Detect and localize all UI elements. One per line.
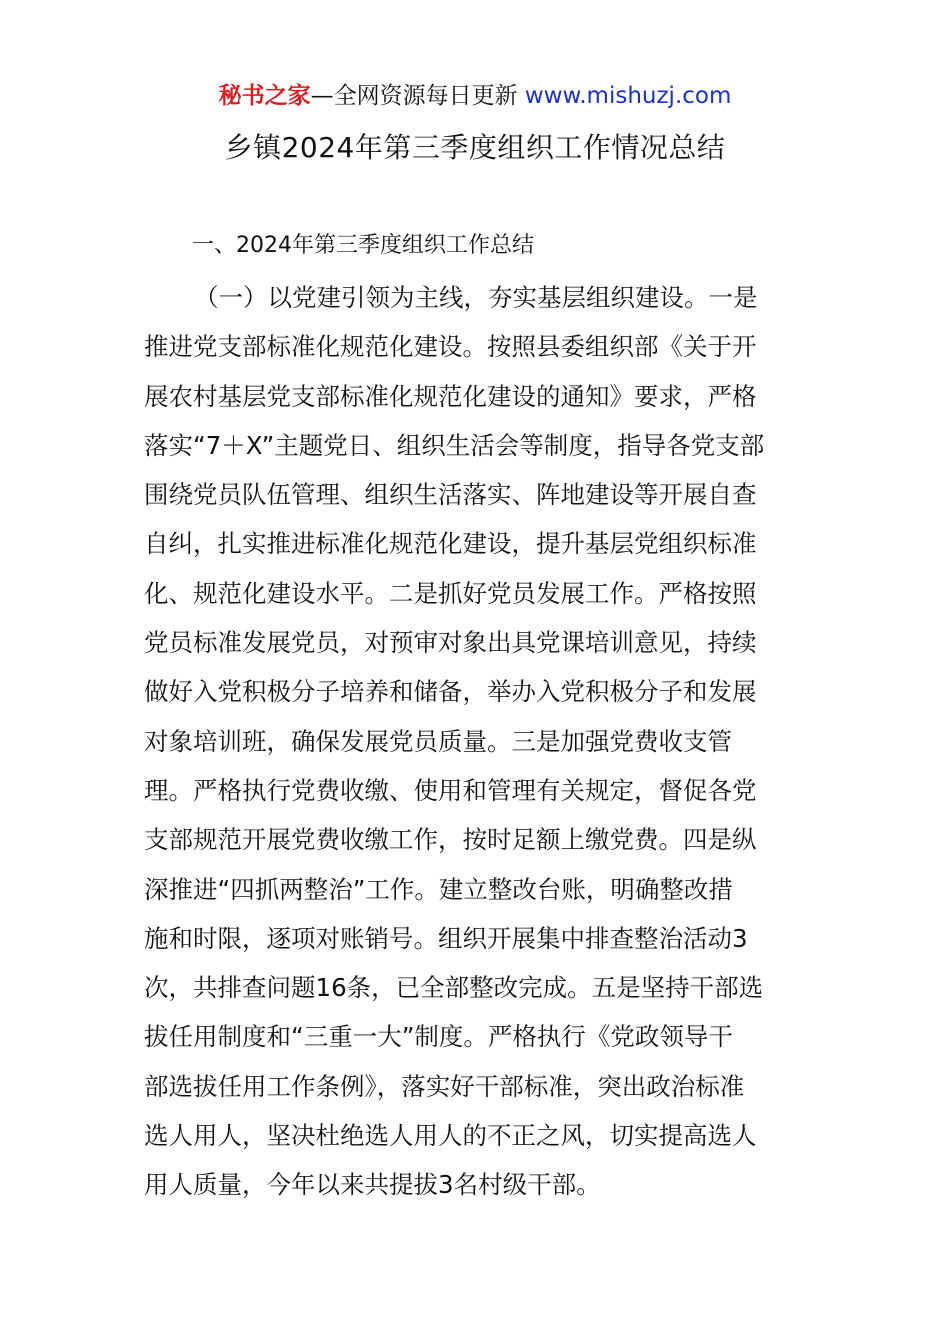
document-title: 乡镇2024年第三季度组织工作情况总结 [224,131,726,164]
paragraph-line: 用人质量，今年以来共提拔3名村级干部。 [144,1170,601,1200]
paragraph-line: 理。严格执行党费收缴、使用和管理有关规定，督促各党 [144,775,757,805]
brand-name: 秘书之家 [218,83,311,109]
site-url-link[interactable]: www.mishuzj.com [524,83,732,109]
paragraph-line: 党员标准发展党员，对预审对象出具党课培训意见，持续 [144,628,757,658]
paragraph-line: （一）以党建引领为主线，夯实基层组织建设。一是 [194,283,758,312]
paragraph-line: 落实“7＋X”主题党日、组织生活会等制度，指导各党支部 [144,430,765,460]
section-heading: 一、2024年第三季度组织工作总结 [192,233,534,258]
paragraph-line: 部选拔任用工作条例》，落实好干部标准，突出政治标准 [144,1071,745,1101]
paragraph-line: 对象培训班，确保发展党员质量。三是加强党费收支管 [144,726,732,756]
paragraph-line: 支部规范开展党费收缴工作，按时足额上缴党费。四是纵 [144,825,757,855]
paragraph-line: 施和时限，逐项对账销号。组织开展集中排查整治活动3 [144,923,748,953]
paragraph-line: 围绕党员队伍管理、组织生活落实、阵地建设等开展自查 [144,480,757,510]
paragraph-line: 深推进“四抓两整治”工作。建立整改台账，明确整改措 [144,874,733,904]
paragraph-line: 化、规范化建设水平。二是抓好党员发展工作。严格按照 [144,578,757,608]
paragraph-line: 自纠，扎实推进标准化规范化建设，提升基层党组织标准 [144,529,757,559]
site-header [0,80,950,112]
paragraph-line: 拔任用制度和“三重一大”制度。严格执行《党政领导干 [144,1022,733,1052]
paragraph-line: 做好入党积极分子培养和储备，举办入党积极分子和发展 [144,677,757,707]
header-tagline: —全网资源每日更新 [310,83,525,109]
paragraph-line: 推进党支部标准化规范化建设。按照县委组织部《关于开 [144,332,757,362]
paragraph-line: 选人用人，坚决杜绝选人用人的不正之风，切实提高选人 [144,1121,757,1151]
body-paragraph [144,277,824,1214]
paragraph-line: 次，共排查问题16条，已全部整改完成。五是坚持干部选 [144,973,764,1003]
paragraph-line: 展农村基层党支部标准化规范化建设的通知》要求，严格 [144,381,757,411]
